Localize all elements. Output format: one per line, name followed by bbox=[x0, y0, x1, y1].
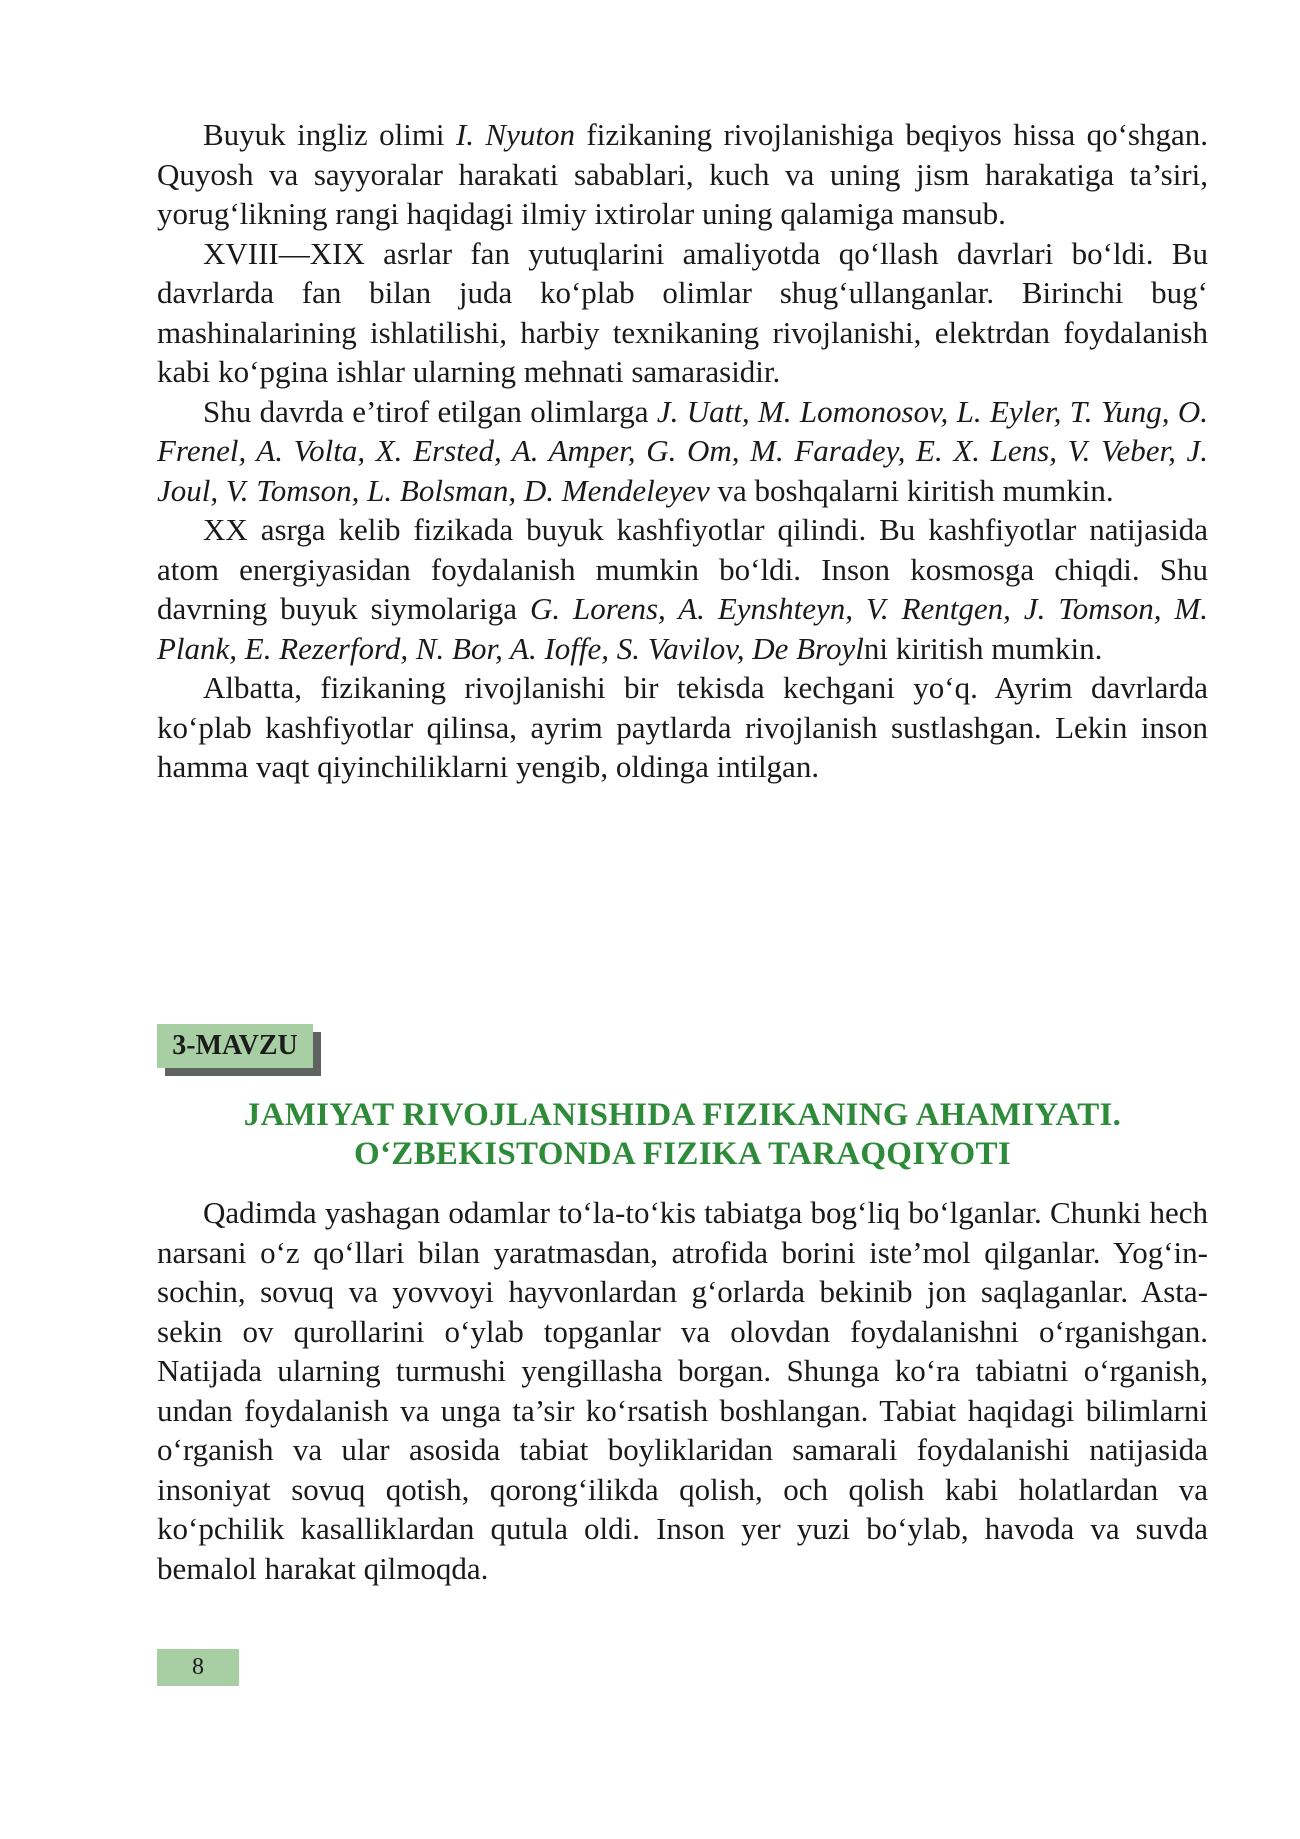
paragraph-20-century bbox=[157, 510, 1208, 668]
page-number: 8 bbox=[157, 1649, 239, 1686]
paragraph-development: Albatta, fizikaning rivojlanishi bir tekisda kechgani yo‘q. Ayrim davrlarda ko‘plab kashfiyotlar qilinsa, ayrim paytlarda rivojlanish sustlashgan. Lekin inson hamma vaqt qiyinchiliklarni yengib, oldinga intilgan. bbox=[157, 670, 1208, 784]
paragraph-text: ni kiritish mumkin. bbox=[863, 630, 1103, 666]
paragraph-nyuton bbox=[157, 115, 1208, 234]
body-text-bottom bbox=[157, 1193, 1208, 1588]
body-text-top bbox=[157, 115, 1208, 787]
scientist-names: G. Lorens, A. Eynshteyn, V. Rentgen, J. Tomson, M. Plank, E. Rezerford, N. Bor, A. Ioffe, S. Vavilov, De Broyl bbox=[157, 591, 1208, 666]
heading-line-1: JAMIYAT RIVOJLANISHIDA FIZIKANING AHAMIYATI. bbox=[243, 1097, 1122, 1133]
topic-badge: 3-MAVZU bbox=[157, 1024, 313, 1068]
scientist-name: I. Nyuton bbox=[455, 117, 575, 152]
paragraph-text: va boshqalarni kiritish mumkin. bbox=[709, 472, 1114, 508]
scientist-names: J. Uatt, M. Lomonosov, L. Eyler, T. Yung, O. Frenel, A. Volta, X. Ersted, A. Amper, G. Om, M. Faradey, E. X. Lens, V. Veber, J. Joul, V. Tomson, L. Bolsman, D. Mendeleyev bbox=[157, 393, 1208, 508]
heading-line-2: O‘ZBEKISTONDA FIZIKA TARAQQIYOTI bbox=[354, 1136, 1011, 1172]
paragraph-text: fizikaning rivojlanishiga beqiyos hissa qo‘shgan. Quyosh va sayyoralar harakati sabablari, kuch va uning jism harakatiga ta’siri, yorug‘likning rangi haqidagi ilmiy ixtirolar uning qalamiga mansub. bbox=[157, 117, 1208, 231]
paragraph-18-19-century: XVIII—XIX asrlar fan yutuqlarini amaliyotda qo‘llash davrlari bo‘ldi. Bu davrlarda fan bilan juda ko‘plab olimlar shug‘ullanganlar. Birinchi bug‘ mashinalarining ishlatilishi, harbiy texnikaning rivojlanishi, elektrdan foydalanish kabi ko‘pgina ishlar ularning mehnati samarasidir. bbox=[157, 235, 1208, 389]
paragraph-text: XX asrga kelib fizikada buyuk kashfiyotlar qilindi. Bu kashfiyotlar natijasida atom energiyasidan foydalanish mumkin bo‘ldi. Inson kosmosga chiqdi. Shu davrning buyuk siymolariga bbox=[157, 512, 1208, 626]
paragraph-text: Shu davrda e’tirof etilgan olimlarga bbox=[203, 393, 657, 429]
section-heading bbox=[157, 1096, 1208, 1174]
paragraph-ancient-people: Qadimda yashagan odamlar to‘la-to‘kis tabiatga bog‘liq bo‘lganlar. Chunki hech narsani o‘z qo‘llari bilan yaratmasdan, atrofida borini iste’mol qilganlar. Yog‘in-sochin, sovuq va yovvoyi hayvonlardan g‘orlarda bekinib jon saqlaganlar. Asta-sekin ov qurollarini o‘ylab topganlar va olovdan foydalanishni o‘rganishgan. Natijada ularning turmushi yengillasha borgan. Shunga ko‘ra tabiatni o‘rganish, undan foydalanish va unga ta’sir ko‘rsatish boshlangan. Tabiat haqidagi bilimlarni o‘rganish va ular asosida tabiat boyliklaridan samarali foydalanishi natijasida insoniyat sovuq qotish, qorong‘ilikda qolish, och qolish kabi holatlardan va ko‘pchilik kasalliklardan qutula oldi. Inson yer yuzi bo‘ylab, havoda va suvda bemalol harakat qilmoqda. bbox=[157, 1195, 1208, 1586]
paragraph-scientists-list bbox=[157, 392, 1208, 511]
paragraph-text: Buyuk ingliz olimi bbox=[203, 117, 456, 152]
